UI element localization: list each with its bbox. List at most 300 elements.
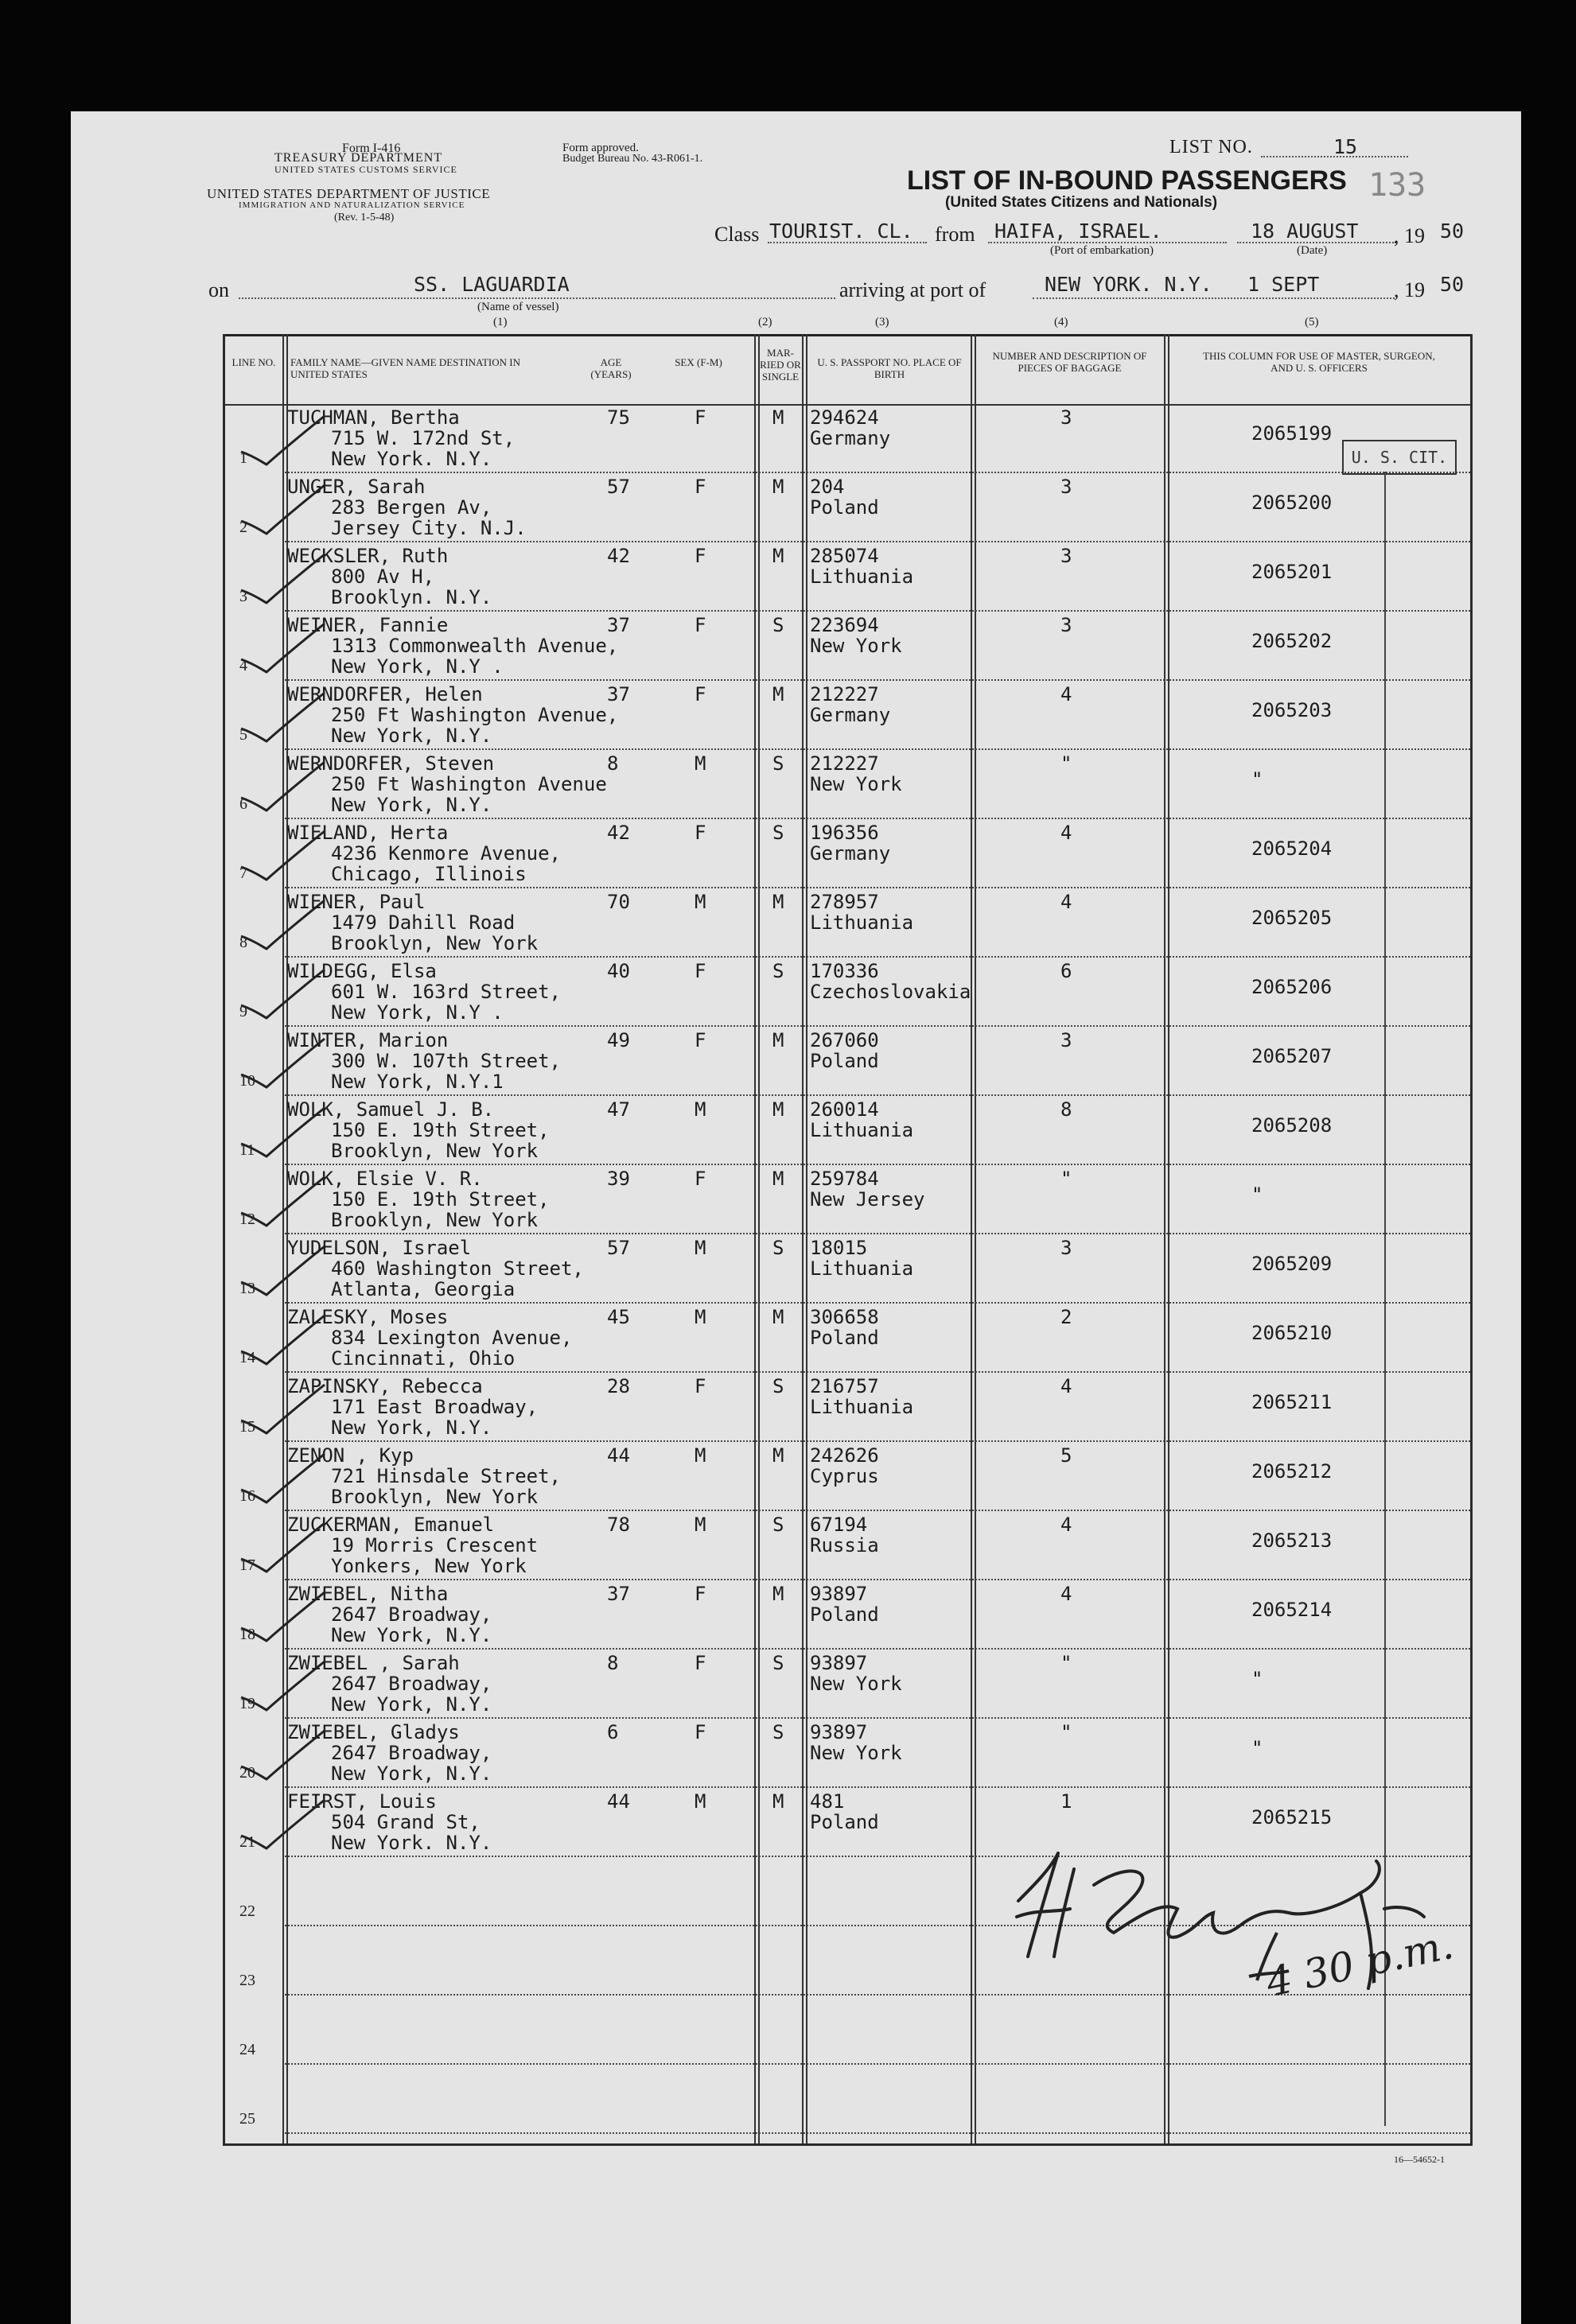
marital-status: M	[772, 1168, 784, 1190]
table-top-rule	[225, 334, 1470, 336]
passenger-sex: M	[695, 1237, 706, 1259]
line-number: 4	[239, 657, 247, 674]
col-header-line: LINE NO.	[232, 356, 276, 368]
check-mark	[233, 1450, 329, 1506]
marital-status: M	[772, 1583, 784, 1605]
embark-date: 18 AUGUST	[1251, 220, 1359, 243]
marital-status: M	[772, 1444, 784, 1467]
row-divider	[285, 1579, 1470, 1580]
passenger-address-city: New York, N.Y.1	[331, 1071, 504, 1093]
officer-number: 2065203	[1251, 699, 1333, 721]
customs-service: UNITED STATES CUSTOMS SERVICE	[274, 164, 457, 175]
row-divider	[285, 887, 1470, 888]
passenger-address-street: 150 E. 19th Street,	[331, 1188, 550, 1211]
row-divider	[285, 472, 1470, 473]
passenger-address-city: New York. N.Y.	[331, 448, 492, 470]
check-mark	[233, 1519, 329, 1575]
marital-status: S	[772, 1514, 784, 1536]
stamp-number: 133	[1368, 167, 1426, 204]
passenger-sex: M	[695, 891, 706, 913]
passport-number: 212227	[810, 752, 879, 775]
officer-number: 2065205	[1251, 907, 1333, 929]
passenger-name: YUDELSON, Israel	[287, 1237, 472, 1259]
place-of-birth: Poland	[810, 1050, 879, 1072]
col-header-name: FAMILY NAME—GIVEN NAME DESTINATION IN UNITED STATES	[290, 356, 521, 380]
line-number: 24	[239, 2041, 255, 2058]
baggage-count: 8	[1060, 1098, 1072, 1121]
passenger-name: FEIRST, Louis	[287, 1790, 437, 1813]
place-of-birth: Poland	[810, 496, 879, 519]
place-of-birth: New York	[810, 1673, 902, 1695]
check-mark	[233, 1312, 329, 1367]
passenger-age: 70	[607, 891, 630, 913]
line-number: 3	[239, 588, 247, 605]
passenger-age: 49	[607, 1029, 630, 1051]
passenger-age: 47	[607, 1098, 630, 1121]
signature-time: 4 30 p.m.	[1262, 1921, 1457, 2007]
passenger-sex: M	[695, 1444, 706, 1467]
passenger-sex: F	[695, 614, 706, 636]
embark-caption: (Port of embarkation)	[1050, 244, 1154, 257]
arriving-label: arriving at port of	[839, 278, 986, 301]
check-mark	[233, 827, 329, 883]
check-mark	[233, 1796, 329, 1852]
passenger-address-city: New York. N.Y.	[331, 1832, 492, 1854]
passenger-sex: M	[695, 752, 706, 775]
check-mark	[233, 481, 329, 537]
baggage-count: 4	[1060, 822, 1072, 844]
year-prefix: , 19	[1394, 224, 1425, 247]
marital-status: M	[772, 683, 784, 705]
baggage-count: 3	[1060, 1029, 1072, 1051]
passenger-sex: F	[695, 1375, 706, 1397]
marital-status: S	[772, 752, 784, 775]
dept-of-justice: UNITED STATES DEPARTMENT OF JUSTICE	[207, 186, 491, 201]
form-code: 16—54652-1	[1394, 2154, 1445, 2165]
passenger-age: 37	[607, 683, 630, 705]
check-mark	[233, 550, 329, 606]
passenger-sex: F	[695, 960, 706, 982]
officer-number: 2065201	[1251, 561, 1333, 583]
row-divider	[285, 1302, 1470, 1304]
baggage-count: "	[1060, 1168, 1072, 1190]
baggage-count: 3	[1060, 614, 1072, 636]
line-number: 5	[239, 726, 247, 744]
officer-number: 2065208	[1251, 1114, 1333, 1137]
row-divider	[285, 2132, 1470, 2134]
passenger-name: ZALESKY, Moses	[287, 1306, 449, 1328]
passenger-name: ZWIEBEL, Nitha	[287, 1583, 449, 1605]
officer-number: "	[1251, 1183, 1263, 1206]
row-divider	[285, 2063, 1470, 2065]
passenger-sex: F	[695, 406, 706, 429]
col-header-baggage: NUMBER AND DESCRIPTION OF PIECES OF BAGGAGE	[992, 350, 1147, 374]
inspector-signature	[1002, 1837, 1448, 2020]
marital-status: M	[772, 1029, 784, 1051]
passenger-name: TUCHMAN, Bertha	[287, 406, 460, 429]
passenger-address-street: 250 Ft Washington Avenue	[331, 773, 607, 795]
passenger-name: WECKSLER, Ruth	[287, 545, 449, 567]
page-title: LIST OF IN-BOUND PASSENGERS	[907, 165, 1347, 196]
passenger-address-city: New York, N.Y.	[331, 1693, 492, 1716]
baggage-count: 3	[1060, 1237, 1072, 1259]
check-mark	[233, 1242, 329, 1298]
col-num-5: (5)	[1305, 316, 1319, 328]
arrival-year: 50	[1440, 273, 1465, 296]
officer-number: "	[1251, 1737, 1263, 1759]
list-no-value: 15	[1333, 135, 1358, 158]
officer-number: 2065199	[1251, 422, 1333, 445]
passenger-address-street: 150 E. 19th Street,	[331, 1119, 550, 1141]
passenger-age: 28	[607, 1375, 630, 1397]
col-divider	[971, 334, 972, 2143]
passport-number: 212227	[810, 683, 879, 705]
passenger-sex: M	[695, 1514, 706, 1536]
baggage-count: "	[1060, 752, 1072, 775]
passenger-sex: M	[695, 1306, 706, 1328]
passenger-address-street: 4236 Kenmore Avenue,	[331, 842, 561, 865]
page-subtitle: (United States Citizens and Nationals)	[945, 194, 1218, 211]
col-num-4: (4)	[1054, 316, 1068, 328]
check-mark	[233, 1035, 329, 1090]
marital-status: M	[772, 406, 784, 429]
passenger-address-street: 800 Av H,	[331, 565, 435, 588]
passport-number: 278957	[810, 891, 879, 913]
passenger-address-city: Brooklyn, New York	[331, 1209, 539, 1231]
line-number: 7	[239, 865, 247, 882]
passenger-name: ZENON , Kyp	[287, 1444, 414, 1467]
officer-number: 2065211	[1251, 1391, 1333, 1413]
passenger-age: 40	[607, 960, 630, 982]
passport-number: 216757	[810, 1375, 879, 1397]
class-value: TOURIST. CL.	[769, 220, 913, 243]
passenger-name: WIELAND, Herta	[287, 822, 449, 844]
place-of-birth: Poland	[810, 1603, 879, 1626]
passenger-address-city: Jersey City. N.J.	[331, 517, 527, 539]
form-number: Form I-416	[342, 142, 401, 155]
marital-status: S	[772, 1721, 784, 1743]
officer-number: 2065204	[1251, 837, 1333, 860]
col-header-sex: SEX (F-M)	[675, 356, 722, 368]
baggage-count: 3	[1060, 476, 1072, 498]
officer-number: 2065207	[1251, 1045, 1333, 1067]
passport-number: 259784	[810, 1168, 879, 1190]
row-divider	[285, 1025, 1470, 1027]
passenger-address-city: New York, N.Y .	[331, 655, 504, 678]
passenger-address-city: New York, N.Y .	[331, 1001, 504, 1024]
passenger-address-street: 171 East Broadway,	[331, 1396, 539, 1418]
passenger-name: WIENER, Paul	[287, 891, 426, 913]
passport-number: 267060	[810, 1029, 879, 1051]
marital-status: M	[772, 891, 784, 913]
place-of-birth: New Jersey	[810, 1188, 925, 1211]
col-header-age: AGE (YEARS)	[590, 356, 632, 380]
line-number: 25	[239, 2110, 255, 2128]
baggage-count: 4	[1060, 1375, 1072, 1397]
marital-status: M	[772, 476, 784, 498]
marital-status: S	[772, 822, 784, 844]
passport-number: 481	[810, 1790, 845, 1813]
check-mark	[233, 689, 329, 744]
place-of-birth: New York	[810, 635, 902, 657]
embark-port: HAIFA, ISRAEL.	[994, 220, 1162, 243]
passenger-age: 6	[607, 1721, 619, 1743]
embark-year: 50	[1440, 220, 1465, 243]
passport-number: 93897	[810, 1583, 868, 1605]
check-mark	[233, 896, 329, 952]
year-prefix-2: , 19	[1394, 278, 1425, 301]
baggage-count: 1	[1060, 1790, 1072, 1813]
place-of-birth: Lithuania	[810, 1396, 914, 1418]
place-of-birth: Lithuania	[810, 1119, 914, 1141]
passport-number: 285074	[810, 545, 879, 567]
passport-number: 223694	[810, 614, 879, 636]
line-number: 16	[239, 1487, 255, 1505]
us-cit-stamp: U. S. CIT.	[1342, 440, 1457, 475]
line-number: 18	[239, 1626, 255, 1643]
passenger-name: WILDEGG, Elsa	[287, 960, 437, 982]
place-of-birth: Lithuania	[810, 1257, 914, 1280]
passenger-name: ZUCKERMAN, Emanuel	[287, 1514, 495, 1536]
row-divider	[285, 1648, 1470, 1650]
check-mark	[233, 966, 329, 1021]
passenger-address-street: 1313 Commonwealth Avenue,	[331, 635, 619, 657]
passenger-name: ZAPINSKY, Rebecca	[287, 1375, 483, 1397]
passport-number: 306658	[810, 1306, 879, 1328]
passport-number: 170336	[810, 960, 879, 982]
row-divider	[285, 1786, 1470, 1788]
baggage-count: 4	[1060, 683, 1072, 705]
baggage-count: 3	[1060, 545, 1072, 567]
vessel-name: SS. LAGUARDIA	[414, 273, 570, 296]
col-header-officers: THIS COLUMN FOR USE OF MASTER, SURGEON, AND U. S. OFFICERS	[1203, 350, 1435, 374]
line-number: 6	[239, 795, 247, 813]
marital-status: S	[772, 1652, 784, 1674]
officer-number: 2065209	[1251, 1253, 1333, 1275]
passenger-age: 45	[607, 1306, 630, 1328]
line-number: 23	[239, 1972, 255, 1989]
place-of-birth: Cyprus	[810, 1465, 879, 1487]
passenger-age: 42	[607, 822, 630, 844]
line-number: 1	[239, 449, 247, 467]
passenger-sex: F	[695, 545, 706, 567]
line-number: 11	[239, 1141, 255, 1159]
passenger-sex: F	[695, 1029, 706, 1051]
passenger-address-city: Cincinnati, Ohio	[331, 1347, 516, 1370]
passenger-sex: F	[695, 1168, 706, 1190]
port-line	[1033, 297, 1395, 299]
baggage-count: "	[1060, 1652, 1072, 1674]
passenger-address-city: New York, N.Y.	[331, 1417, 492, 1439]
row-divider	[285, 1717, 1470, 1719]
passenger-age: 39	[607, 1168, 630, 1190]
officer-number: 2065200	[1251, 492, 1333, 514]
passenger-age: 37	[607, 614, 630, 636]
passport-number: 242626	[810, 1444, 879, 1467]
baggage-count: 3	[1060, 406, 1072, 429]
passenger-age: 8	[607, 752, 619, 775]
row-divider	[285, 1233, 1470, 1234]
line-number: 22	[239, 1902, 255, 1920]
passenger-address-city: Yonkers, New York	[331, 1555, 527, 1577]
marital-status: S	[772, 614, 784, 636]
passenger-name: WERNDORFER, Helen	[287, 683, 483, 705]
header-rule	[225, 404, 1470, 406]
passenger-age: 8	[607, 1652, 619, 1674]
line-number: 8	[239, 934, 247, 951]
passenger-address-city: Brooklyn, New York	[331, 1486, 539, 1508]
line-number: 9	[239, 1003, 247, 1020]
marital-status: M	[772, 1306, 784, 1328]
immigration-service: IMMIGRATION AND NATURALIZATION SERVICE	[239, 200, 465, 210]
check-mark	[233, 1173, 329, 1229]
col-num-3: (3)	[875, 316, 889, 328]
from-label: from	[935, 223, 975, 246]
place-of-birth: New York	[810, 773, 902, 795]
line-number: 10	[239, 1072, 255, 1090]
place-of-birth: Poland	[810, 1327, 879, 1349]
passenger-name: WOLK, Elsie V. R.	[287, 1168, 483, 1190]
place-of-birth: Germany	[810, 704, 891, 726]
row-divider	[285, 748, 1470, 750]
col-divider	[975, 334, 976, 2143]
officer-number: "	[1251, 768, 1263, 791]
row-divider	[285, 1164, 1470, 1165]
passenger-sex: M	[695, 1098, 706, 1121]
officer-number: 2065212	[1251, 1460, 1333, 1483]
passport-number: 204	[810, 476, 845, 498]
passenger-address-street: 834 Lexington Avenue,	[331, 1327, 573, 1349]
row-divider	[285, 1510, 1470, 1511]
passenger-address-street: 2647 Broadway,	[331, 1673, 492, 1695]
class-label: Class	[714, 223, 760, 246]
baggage-count: 6	[1060, 960, 1072, 982]
col-divider	[754, 334, 756, 2143]
check-mark	[233, 1727, 329, 1782]
passenger-address-street: 300 W. 107th Street,	[331, 1050, 561, 1072]
place-of-birth: New York	[810, 1742, 902, 1764]
passport-number: 93897	[810, 1652, 868, 1674]
passenger-age: 57	[607, 1237, 630, 1259]
line-number: 19	[239, 1695, 255, 1712]
col-num-2: (2)	[758, 316, 772, 328]
place-of-birth: Lithuania	[810, 911, 914, 934]
passport-number: 93897	[810, 1721, 868, 1743]
check-mark	[233, 758, 329, 814]
passenger-address-street: 504 Grand St,	[331, 1811, 481, 1833]
line-number: 14	[239, 1349, 255, 1366]
check-mark	[233, 412, 329, 468]
passport-number: 67194	[810, 1514, 868, 1536]
officer-number: 2065213	[1251, 1529, 1333, 1552]
passenger-age: 37	[607, 1583, 630, 1605]
passenger-address-street: 2647 Broadway,	[331, 1742, 492, 1764]
baggage-count: "	[1060, 1721, 1072, 1743]
marital-status: S	[772, 1237, 784, 1259]
place-of-birth: Lithuania	[810, 565, 914, 588]
passenger-address-street: 250 Ft Washington Avenue,	[331, 704, 619, 726]
passport-number: 294624	[810, 406, 879, 429]
passenger-age: 44	[607, 1444, 630, 1467]
officer-number: 2065202	[1251, 630, 1333, 652]
place-of-birth: Poland	[810, 1811, 879, 1833]
passenger-address-street: 19 Morris Crescent	[331, 1534, 539, 1556]
passenger-name: WEINER, Fannie	[287, 614, 449, 636]
passenger-address-street: 460 Washington Street,	[331, 1257, 584, 1280]
marital-status: S	[772, 960, 784, 982]
revision: (Rev. 1-5-48)	[334, 212, 395, 223]
passenger-address-street: 283 Bergen Av,	[331, 496, 492, 519]
passenger-address-street: 601 W. 163rd Street,	[331, 981, 561, 1003]
col-num-1: (1)	[493, 316, 508, 328]
officer-number: "	[1251, 1668, 1263, 1690]
line-number: 15	[239, 1418, 255, 1436]
passenger-address-city: Brooklyn, New York	[331, 1140, 539, 1162]
marital-status: S	[772, 1375, 784, 1397]
passenger-address-street: 721 Hinsdale Street,	[331, 1465, 561, 1487]
passenger-address-city: Brooklyn, New York	[331, 932, 539, 954]
passenger-age: 78	[607, 1514, 630, 1536]
marital-status: M	[772, 1098, 784, 1121]
row-divider	[285, 679, 1470, 681]
arrival-date: 1 SEPT	[1247, 273, 1320, 296]
check-mark	[233, 1588, 329, 1644]
passenger-address-city: New York, N.Y.	[331, 794, 492, 816]
baggage-count: 5	[1060, 1444, 1072, 1467]
place-of-birth: Germany	[810, 842, 891, 865]
vessel-line	[239, 297, 835, 299]
passenger-sex: F	[695, 1652, 706, 1674]
passenger-address-street: 1479 Dahill Road	[331, 911, 516, 934]
passenger-name: UNGER, Sarah	[287, 476, 426, 498]
check-mark	[233, 1381, 329, 1436]
line-number: 21	[239, 1833, 255, 1851]
line-number: 2	[239, 519, 247, 536]
date-caption: (Date)	[1297, 244, 1328, 257]
col-divider	[758, 334, 760, 2143]
passenger-sex: F	[695, 1583, 706, 1605]
marital-status: M	[772, 545, 784, 567]
officer-number: 2065214	[1251, 1599, 1333, 1621]
passenger-address-street: 715 W. 172nd St,	[331, 427, 516, 449]
check-mark	[233, 1104, 329, 1160]
place-of-birth: Russia	[810, 1534, 879, 1556]
passenger-name: WERNDORFER, Steven	[287, 752, 495, 775]
passport-number: 260014	[810, 1098, 879, 1121]
passenger-sex: F	[695, 822, 706, 844]
passenger-name: ZWIEBEL , Sarah	[287, 1652, 460, 1674]
passenger-sex: M	[695, 1790, 706, 1813]
place-of-birth: Germany	[810, 427, 891, 449]
passport-number: 18015	[810, 1237, 868, 1259]
on-label: on	[208, 278, 229, 301]
budget-bureau: Budget Bureau No. 43-R061-1.	[562, 153, 703, 165]
passenger-age: 57	[607, 476, 630, 498]
baggage-count: 4	[1060, 1583, 1072, 1605]
row-divider	[285, 610, 1470, 612]
passenger-age: 42	[607, 545, 630, 567]
row-divider	[285, 818, 1470, 819]
passenger-address-city: New York, N.Y.	[331, 725, 492, 747]
col-header-married: MAR-RIED OR SINGLE	[760, 347, 801, 383]
row-divider	[285, 541, 1470, 542]
passenger-address-city: Brooklyn. N.Y.	[331, 586, 492, 608]
baggage-count: 4	[1060, 1514, 1072, 1536]
passenger-sex: F	[695, 683, 706, 705]
line-number: 13	[239, 1280, 255, 1297]
passenger-age: 75	[607, 406, 630, 429]
officer-number: 2065210	[1251, 1322, 1333, 1344]
